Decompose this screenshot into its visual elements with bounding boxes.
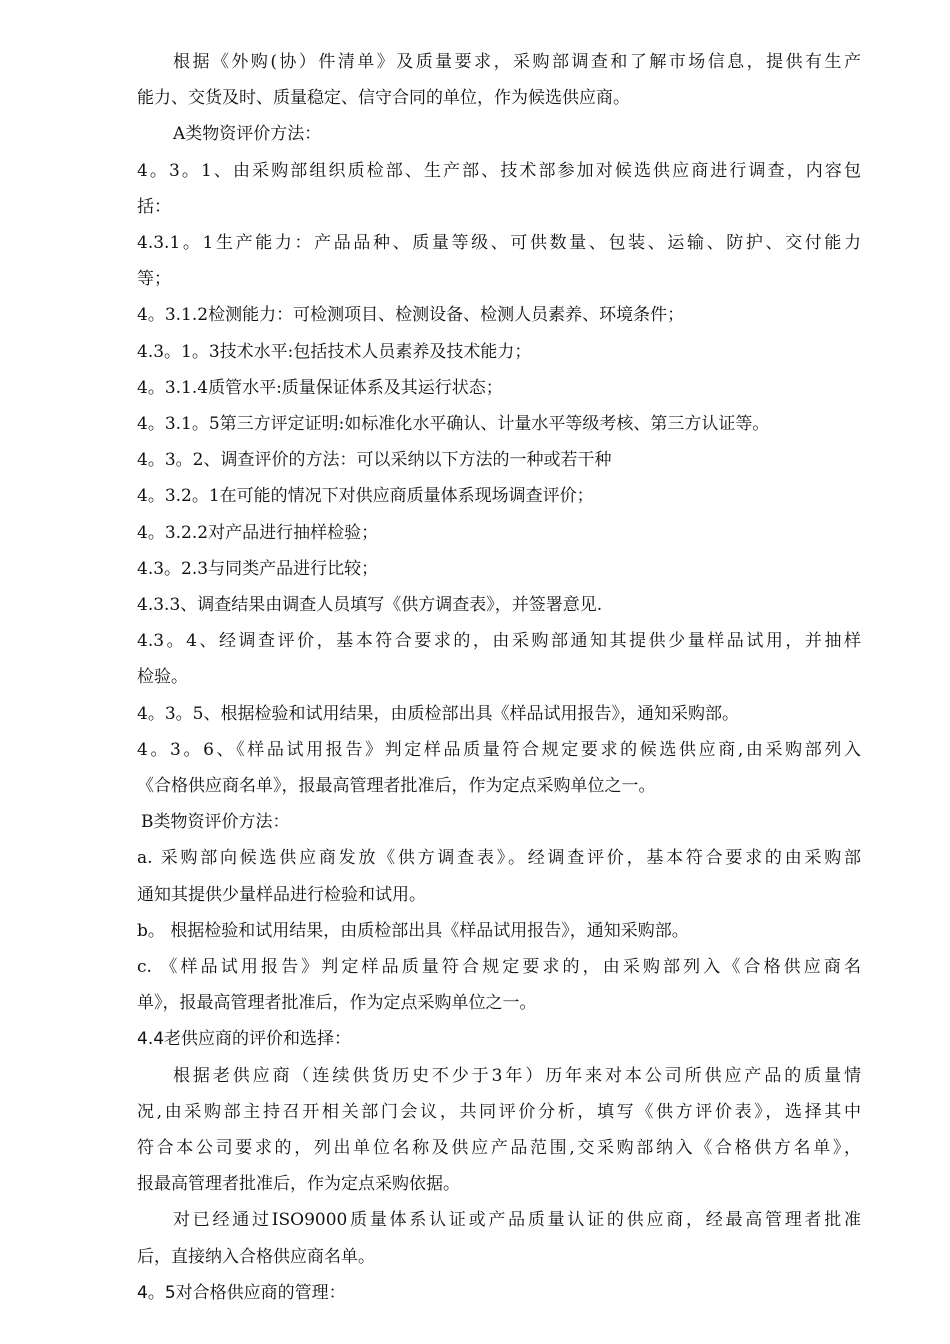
clause-line: 4.3。1。3技术水平:包括技术人员素养及技术能力；	[137, 341, 532, 362]
clause-line: 4。3。5、根据检验和试用结果，由质检部出具《样品试用报告》，通知采购部。	[137, 703, 739, 724]
section-subheading: A类物资评价方法：	[173, 124, 322, 145]
clause-line: 4.3。4、经调查评价，基本符合要求的，由采购部通知其提供少量样品试用，并抽样	[137, 631, 861, 652]
list-item-line: 通知其提供少量样品进行检验和试用。	[137, 884, 426, 905]
clause-line: 4。3。2、调查评价的方法：可以采纳以下方法的一种或若干种	[137, 450, 612, 471]
clause-line: 4。3.1.4质管水平:质量保证体系及其运行状态；	[137, 377, 503, 398]
list-item-line: c. 《样品试用报告》判定样品质量符合规定要求的，由采购部列入《合格供应商名	[137, 956, 861, 977]
section-heading: 4.4老供应商的评价和选择：	[137, 1029, 352, 1050]
paragraph-line: 根据《外购(协）件清单》及质量要求，采购部调查和了解市场信息，提供有生产	[173, 52, 861, 72]
clause-line: 检验。	[137, 667, 188, 688]
clause-line: 4.3.1。1生产能力：产品品种、质量等级、可供数量、包装、运输、防护、交付能力	[137, 232, 861, 253]
list-item-line: b。 根据检验和试用结果，由质检部出具《样品试用报告》，通知采购部。	[137, 920, 689, 941]
paragraph-line: 报最高管理者批准后，作为定点采购依据。	[137, 1174, 460, 1195]
clause-line: 4。3.1。5第三方评定证明:如标准化水平确认、计量水平等级考核、第三方认证等。	[137, 413, 770, 434]
clause-line: 4.3。2.3与同类产品进行比较；	[137, 558, 379, 579]
document-page	[137, 44, 861, 1311]
section-heading: 4。5对合格供应商的管理：	[137, 1282, 346, 1303]
clause-line: 4。3。6、《样品试用报告》判定样品质量符合规定要求的候选供应商,由采购部列入	[137, 739, 861, 760]
paragraph-line: 根据老供应商（连续供货历史不少于3年）历年来对本公司所供应产品的质量情	[173, 1065, 861, 1086]
clause-line: 4。3。1、由采购部组织质检部、生产部、技术部参加对候选供应商进行调查，内容包	[137, 160, 861, 181]
paragraph-line: 对已经通过ISO9000质量体系认证或产品质量认证的供应商，经最高管理者批准	[173, 1210, 861, 1231]
paragraph-line: 能力、交货及时、质量稳定、信守合同的单位，作为候选供应商。	[137, 88, 630, 109]
clause-line: 括：	[137, 196, 171, 217]
list-item-line: 单》，报最高管理者批准后，作为定点采购单位之一。	[137, 993, 537, 1014]
clause-line: 4。3.2.2对产品进行抽样检验；	[137, 522, 379, 543]
clause-line: 等；	[137, 269, 171, 290]
clause-line: 4。3.2。1在可能的情况下对供应商质量体系现场调查评价；	[137, 486, 594, 507]
list-item-line: a. 采购部向候选供应商发放《供方调查表》。经调查评价，基本符合要求的由采购部	[137, 848, 861, 869]
section-subheading: B类物资评价方法：	[141, 812, 290, 833]
clause-line: 《合格供应商名单》，报最高管理者批准后，作为定点采购单位之一。	[137, 775, 656, 796]
paragraph-line: 符合本公司要求的，列出单位名称及供应产品范围,交采购部纳入《合格供方名单》，	[137, 1137, 861, 1158]
clause-line: 4.3.3、调查结果由调查人员填写《供方调查表》，并签署意见.	[137, 595, 603, 615]
clause-line: 4。3.1.2检测能力：可检测项目、检测设备、检测人员素养、环境条件；	[137, 305, 685, 326]
paragraph-line: 后，直接纳入合格供应商名单。	[137, 1246, 375, 1267]
paragraph-line: 况,由采购部主持召开相关部门会议，共同评价分析，填写《供方评价表》，选择其中	[137, 1101, 861, 1122]
